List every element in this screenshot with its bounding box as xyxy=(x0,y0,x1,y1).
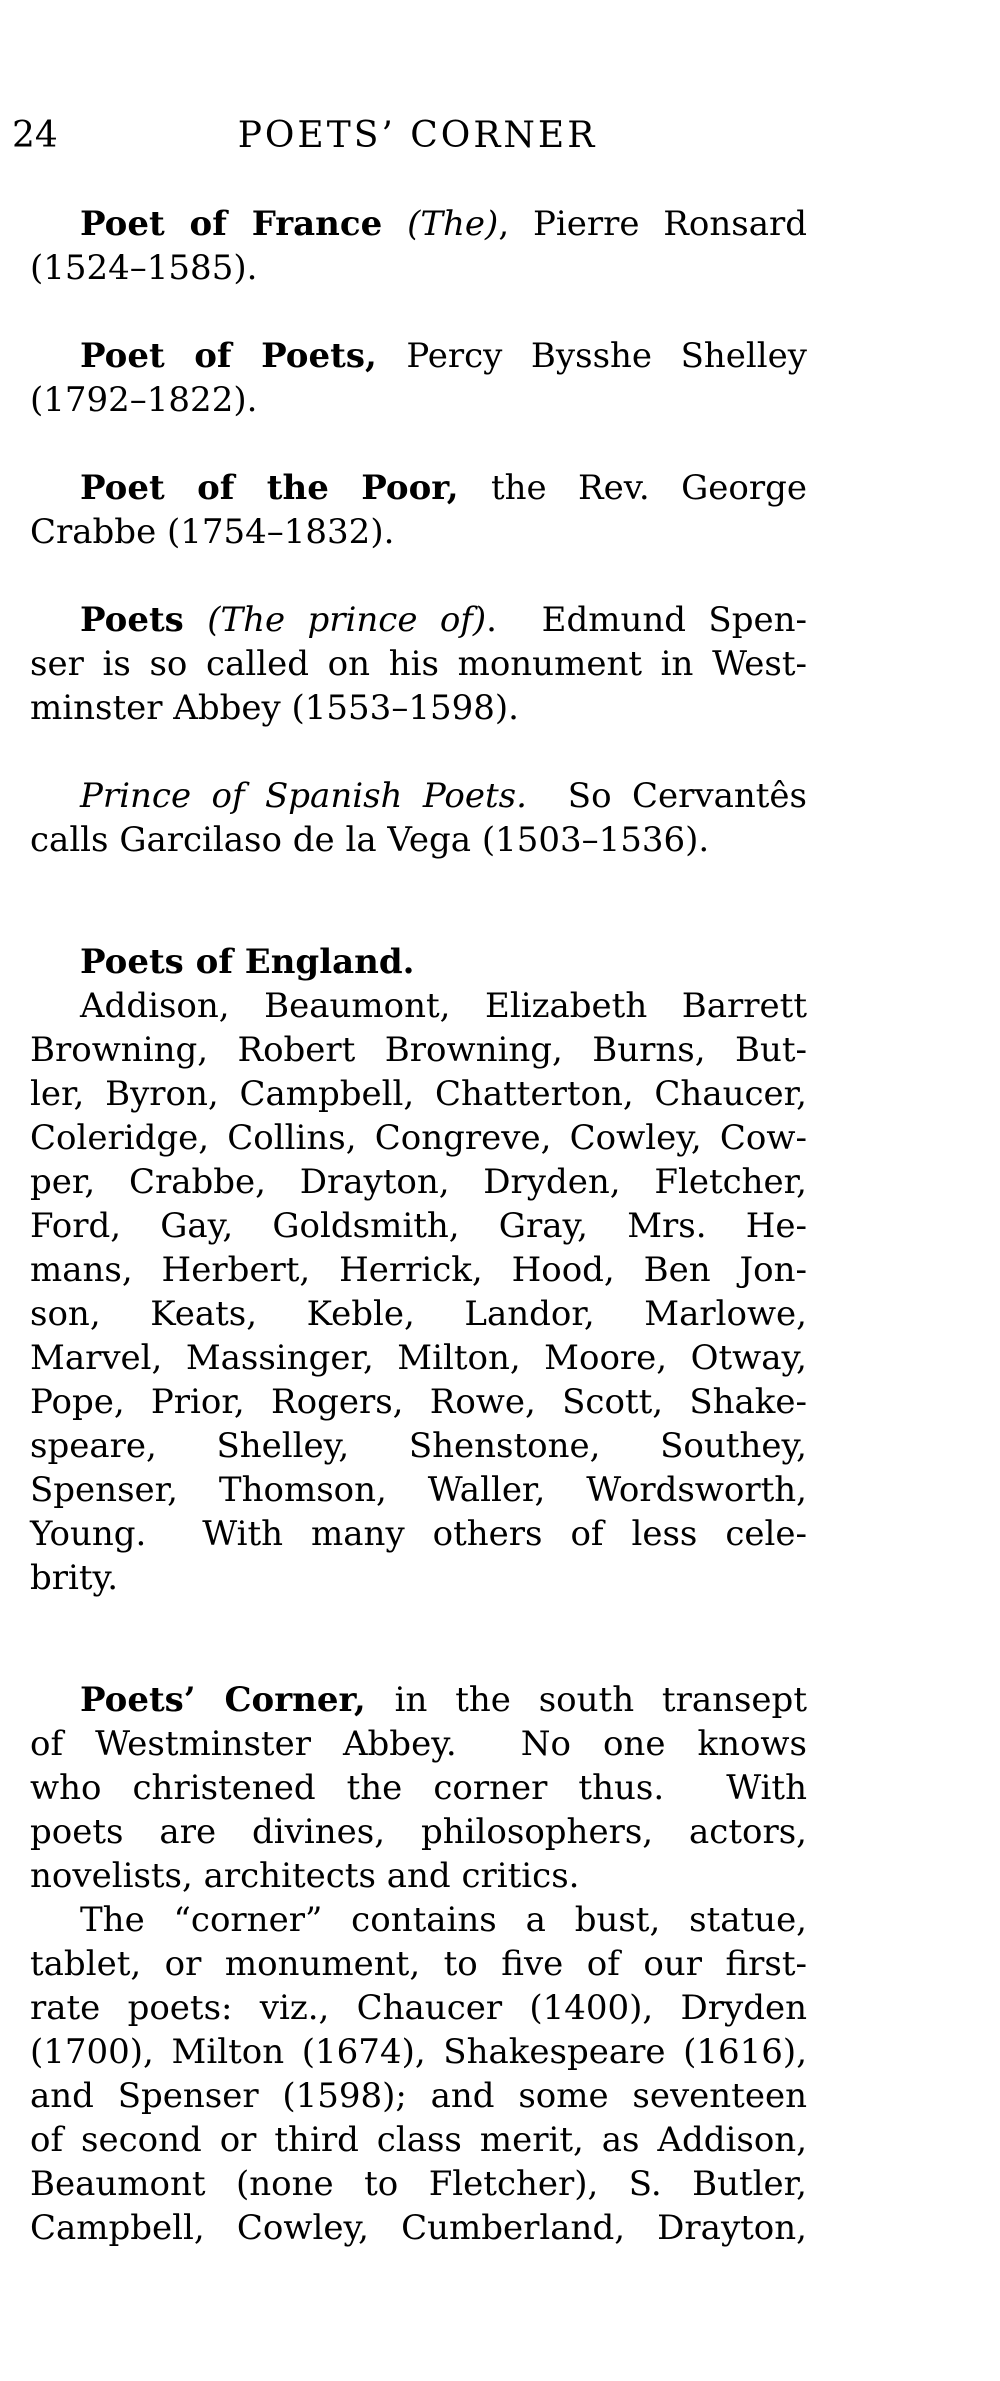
paragraph xyxy=(30,1898,807,2250)
text-block xyxy=(30,0,807,2250)
body-text: tablet, or monument, to five of our first- xyxy=(30,1944,807,1984)
entry-headword: Poet of the Poor, xyxy=(80,468,491,508)
body-text: Spenser, Thomson, Waller, Wordsworth, xyxy=(30,1470,807,1510)
italic-text: Prince of Spanish Poets. xyxy=(80,776,527,816)
body-text: speare, Shelley, Shenstone, Southey, xyxy=(30,1426,807,1466)
body-text: ler, Byron, Campbell, Chatterton, Chaucer, xyxy=(30,1074,807,1114)
body-text: rate poets: viz., Chaucer (1400), Dryden xyxy=(30,1988,807,2028)
body-text: Pope, Prior, Rogers, Rowe, Scott, Shake- xyxy=(30,1382,807,1422)
body-text: of second or third class merit, as Addison, xyxy=(30,2120,807,2160)
text-line xyxy=(30,1766,807,1810)
entry-headword: Poets’ Corner, xyxy=(80,1680,395,1720)
body-text: Ford, Gay, Goldsmith, Gray, Mrs. He- xyxy=(30,1206,807,1246)
text-line xyxy=(30,1028,807,1072)
text-line xyxy=(30,642,807,686)
text-line xyxy=(30,1380,807,1424)
body-text: (1524–1585). xyxy=(30,248,258,288)
text-line xyxy=(30,1160,807,1204)
entry-headword: Poet of France xyxy=(80,204,408,244)
paragraph xyxy=(30,940,807,984)
text-line xyxy=(30,1116,807,1160)
paragraph xyxy=(30,202,807,290)
text-line xyxy=(30,202,807,246)
page-number: 24 xyxy=(12,115,58,156)
text-line xyxy=(30,2074,807,2118)
text-line xyxy=(30,466,807,510)
text-line xyxy=(30,1898,807,1942)
body-text: and Spenser (1598); and some seventeen xyxy=(30,2076,807,2116)
text-line xyxy=(30,1336,807,1380)
running-head: POETS’ CORNER xyxy=(237,115,598,156)
body-text: Browning, Robert Browning, Burns, But- xyxy=(30,1030,807,1070)
text-line xyxy=(30,334,807,378)
body-text: The “corner” contains a bust, statue, xyxy=(80,1900,807,1940)
paragraph xyxy=(30,984,807,1600)
body-text: in the south transept xyxy=(394,1680,807,1720)
body-text: Crabbe (1754–1832). xyxy=(30,512,395,552)
body-text: Marvel, Massinger, Milton, Moore, Otway, xyxy=(30,1338,807,1378)
body-text: brity. xyxy=(30,1558,119,1598)
entry-headword: Poet of Poets, xyxy=(80,336,407,376)
body-text: novelists, architects and critics. xyxy=(30,1856,580,1896)
body-text: the Rev. George xyxy=(490,468,807,508)
body-text: Campbell, Cowley, Cumberland, Drayton, xyxy=(30,2208,807,2248)
italic-text: (The prince of) xyxy=(207,600,487,640)
paragraph xyxy=(30,598,807,730)
text-line xyxy=(30,2206,807,2250)
body-text: ser is so called on his monument in West- xyxy=(30,644,807,684)
text-line xyxy=(30,2118,807,2162)
text-line xyxy=(30,686,807,730)
text-line xyxy=(30,378,807,422)
text-line xyxy=(30,1678,807,1722)
body-text: So Cervantês xyxy=(526,776,807,816)
text-line xyxy=(30,598,807,642)
text-line xyxy=(30,1556,807,1600)
body-text: of Westminster Abbey. No one knows xyxy=(30,1724,807,1764)
text-line xyxy=(30,774,807,818)
body-text: Percy Bysshe Shelley xyxy=(406,336,807,376)
body-text: (1700), Milton (1674), Shakespeare (1616), xyxy=(30,2032,807,2072)
body-text: per, Crabbe, Drayton, Dryden, Fletcher, xyxy=(30,1162,807,1202)
text-line xyxy=(30,1854,807,1898)
body-text: son, Keats, Keble, Landor, Marlowe, xyxy=(30,1294,807,1334)
text-line xyxy=(30,1248,807,1292)
paragraph xyxy=(30,774,807,862)
text-line xyxy=(30,1204,807,1248)
text-line xyxy=(30,2030,807,2074)
paragraph xyxy=(30,1678,807,1898)
text-line xyxy=(30,1986,807,2030)
body-text: mans, Herbert, Herrick, Hood, Ben Jon- xyxy=(30,1250,807,1290)
text-line xyxy=(30,1292,807,1336)
text-line xyxy=(30,1468,807,1512)
paragraph xyxy=(30,334,807,422)
body-text: Addison, Beaumont, Elizabeth Barrett xyxy=(80,986,807,1026)
body-text: Coleridge, Collins, Congreve, Cowley, Cow- xyxy=(30,1118,807,1158)
text-line xyxy=(30,940,807,984)
text-line xyxy=(30,1072,807,1116)
text-line xyxy=(30,1942,807,1986)
italic-text: (The) xyxy=(407,204,499,244)
body-text: . Edmund Spen- xyxy=(486,600,807,640)
text-line xyxy=(30,246,807,290)
body-text: Beaumont (none to Fletcher), S. Butler, xyxy=(30,2164,807,2204)
text-line xyxy=(30,2162,807,2206)
body-text: poets are divines, philosophers, actors, xyxy=(30,1812,807,1852)
text-line xyxy=(30,1810,807,1854)
text-line xyxy=(30,1722,807,1766)
entry-headword: Poets of England. xyxy=(80,942,415,982)
body-text: (1792–1822). xyxy=(30,380,258,420)
body-text: minster Abbey (1553–1598). xyxy=(30,688,519,728)
text-line xyxy=(30,818,807,862)
text-line xyxy=(30,984,807,1028)
text-line xyxy=(30,1424,807,1468)
body-text: , Pierre Ronsard xyxy=(498,204,807,244)
body-text: Young. With many others of less cele- xyxy=(30,1514,807,1554)
body-text: calls Garcilaso de la Vega (1503–1536). xyxy=(30,820,710,860)
text-line xyxy=(30,1512,807,1556)
body-text: who christened the corner thus. With xyxy=(30,1768,807,1808)
text-line xyxy=(30,510,807,554)
paragraph xyxy=(30,466,807,554)
entry-headword: Poets xyxy=(80,600,208,640)
